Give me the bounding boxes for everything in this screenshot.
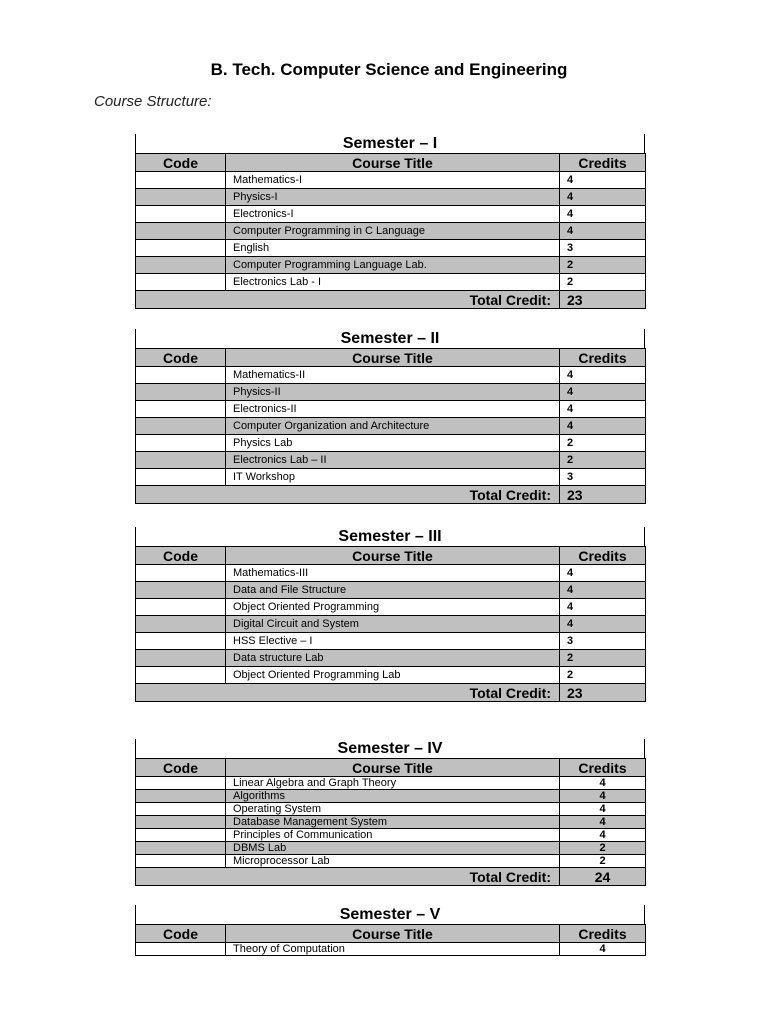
course-code <box>136 469 226 486</box>
course-title: Computer Organization and Architecture <box>226 418 560 435</box>
course-title-header: Course Title <box>226 349 560 367</box>
document-title: B. Tech. Computer Science and Engineering <box>210 60 568 79</box>
course-title: Digital Circuit and System <box>226 616 560 633</box>
table-header-row <box>136 547 646 565</box>
course-credits: 2 <box>560 435 646 452</box>
course-code <box>136 274 226 291</box>
credits-header: Credits <box>560 925 646 943</box>
course-code <box>136 855 226 868</box>
course-title: HSS Elective – I <box>226 633 560 650</box>
table-row <box>136 943 646 956</box>
course-credits: 2 <box>560 274 646 291</box>
semester-3-table <box>135 527 645 702</box>
course-title: Computer Programming in C Language <box>226 223 560 240</box>
course-code <box>136 418 226 435</box>
course-code <box>136 223 226 240</box>
course-code <box>136 367 226 384</box>
table-row <box>136 223 646 240</box>
course-credits: 4 <box>560 223 646 240</box>
course-title: Electronics-II <box>226 401 560 418</box>
course-title: Microprocessor Lab <box>226 855 560 868</box>
course-title-header: Course Title <box>226 547 560 565</box>
course-credits: 4 <box>560 384 646 401</box>
table-header-row <box>136 349 646 367</box>
course-code <box>136 452 226 469</box>
table-header-row <box>136 154 646 172</box>
course-credits: 4 <box>560 206 646 223</box>
table-row <box>136 855 646 868</box>
table-row <box>136 452 646 469</box>
table-row <box>136 667 646 684</box>
course-credits: 4 <box>560 803 646 816</box>
table-header-row <box>136 925 646 943</box>
semester-title: Semester – II <box>135 329 645 348</box>
semester-title: Semester – III <box>135 527 645 546</box>
course-title: Linear Algebra and Graph Theory <box>226 777 560 790</box>
course-title: Data structure Lab <box>226 650 560 667</box>
course-title: Theory of Computation <box>226 943 560 956</box>
credits-header: Credits <box>560 547 646 565</box>
table-row <box>136 469 646 486</box>
total-row <box>136 291 646 309</box>
course-credits: 4 <box>560 777 646 790</box>
course-code <box>136 435 226 452</box>
course-title: Object Oriented Programming Lab <box>226 667 560 684</box>
total-credit-label: Total Credit: <box>136 486 560 504</box>
credits-header: Credits <box>560 154 646 172</box>
course-code <box>136 790 226 803</box>
course-code <box>136 803 226 816</box>
course-code <box>136 582 226 599</box>
semester-title: Semester – V <box>135 905 645 924</box>
course-code <box>136 206 226 223</box>
course-code <box>136 650 226 667</box>
course-credits: 4 <box>560 565 646 582</box>
table-row <box>136 206 646 223</box>
table-row <box>136 172 646 189</box>
course-code <box>136 943 226 956</box>
table-row <box>136 803 646 816</box>
course-title: Mathematics-I <box>226 172 560 189</box>
course-title: Algorithms <box>226 790 560 803</box>
course-code <box>136 599 226 616</box>
course-title: DBMS Lab <box>226 842 560 855</box>
table-row <box>136 418 646 435</box>
course-code <box>136 257 226 274</box>
total-credit-label: Total Credit: <box>136 684 560 702</box>
table-row <box>136 401 646 418</box>
table-row <box>136 565 646 582</box>
table-row <box>136 435 646 452</box>
course-title: English <box>226 240 560 257</box>
course-credits: 4 <box>560 599 646 616</box>
course-code <box>136 842 226 855</box>
table-row <box>136 616 646 633</box>
course-title-header: Course Title <box>226 925 560 943</box>
course-title: Data and File Structure <box>226 582 560 599</box>
course-code <box>136 616 226 633</box>
table-row <box>136 384 646 401</box>
course-title: Mathematics-II <box>226 367 560 384</box>
course-credits: 4 <box>560 172 646 189</box>
table-row <box>136 777 646 790</box>
course-title-header: Course Title <box>226 759 560 777</box>
course-code <box>136 189 226 206</box>
course-title: Database Management System <box>226 816 560 829</box>
course-title: Object Oriented Programming <box>226 599 560 616</box>
course-code <box>136 816 226 829</box>
course-title: Electronics Lab - I <box>226 274 560 291</box>
course-title: IT Workshop <box>226 469 560 486</box>
table-row <box>136 829 646 842</box>
course-title: Electronics-I <box>226 206 560 223</box>
total-credit-value: 23 <box>560 486 646 504</box>
credits-header: Credits <box>560 349 646 367</box>
course-credits: 4 <box>560 790 646 803</box>
table-row <box>136 240 646 257</box>
table-row <box>136 650 646 667</box>
course-title: Principles of Communication <box>226 829 560 842</box>
course-code <box>136 565 226 582</box>
table-row <box>136 633 646 650</box>
course-credits: 4 <box>560 418 646 435</box>
course-code <box>136 667 226 684</box>
total-credit-value: 24 <box>560 868 646 886</box>
total-row <box>136 684 646 702</box>
course-credits: 4 <box>560 829 646 842</box>
code-header: Code <box>136 154 226 172</box>
credits-header: Credits <box>560 759 646 777</box>
course-code <box>136 240 226 257</box>
course-credits: 4 <box>560 943 646 956</box>
table-row <box>136 367 646 384</box>
course-credits: 3 <box>560 240 646 257</box>
semester-2-table <box>135 329 645 504</box>
course-credits: 3 <box>560 633 646 650</box>
table-row <box>136 189 646 206</box>
course-title: Electronics Lab – II <box>226 452 560 469</box>
course-title: Mathematics-III <box>226 565 560 582</box>
course-title: Physics-II <box>226 384 560 401</box>
course-credits: 4 <box>560 189 646 206</box>
table-row <box>136 599 646 616</box>
semester-title: Semester – I <box>135 134 645 153</box>
course-code <box>136 172 226 189</box>
course-credits: 2 <box>560 650 646 667</box>
course-credits: 2 <box>560 257 646 274</box>
code-header: Code <box>136 547 226 565</box>
course-credits: 2 <box>560 452 646 469</box>
course-code <box>136 633 226 650</box>
course-title: Physics-I <box>226 189 560 206</box>
semester-1-table <box>135 134 645 309</box>
code-header: Code <box>136 349 226 367</box>
table-header-row <box>136 759 646 777</box>
document-subtitle: Course Structure: <box>94 93 212 110</box>
table-row <box>136 274 646 291</box>
total-row <box>136 868 646 886</box>
total-credit-value: 23 <box>560 684 646 702</box>
course-code <box>136 777 226 790</box>
code-header: Code <box>136 759 226 777</box>
course-credits: 2 <box>560 855 646 868</box>
course-title: Computer Programming Language Lab. <box>226 257 560 274</box>
total-credit-value: 23 <box>560 291 646 309</box>
course-title: Operating System <box>226 803 560 816</box>
table-row <box>136 582 646 599</box>
table-row <box>136 816 646 829</box>
course-credits: 4 <box>560 582 646 599</box>
course-credits: 4 <box>560 816 646 829</box>
course-credits: 2 <box>560 667 646 684</box>
course-credits: 4 <box>560 367 646 384</box>
semester-4-table <box>135 739 645 886</box>
semester-5-table <box>135 905 645 956</box>
total-row <box>136 486 646 504</box>
total-credit-label: Total Credit: <box>136 291 560 309</box>
course-code <box>136 401 226 418</box>
course-credits: 3 <box>560 469 646 486</box>
course-credits: 4 <box>560 616 646 633</box>
course-code <box>136 384 226 401</box>
table-row <box>136 257 646 274</box>
table-row <box>136 842 646 855</box>
code-header: Code <box>136 925 226 943</box>
table-row <box>136 790 646 803</box>
course-title-header: Course Title <box>226 154 560 172</box>
semester-title: Semester – IV <box>135 739 645 758</box>
course-credits: 2 <box>560 842 646 855</box>
course-credits: 4 <box>560 401 646 418</box>
total-credit-label: Total Credit: <box>136 868 560 886</box>
course-title: Physics Lab <box>226 435 560 452</box>
course-code <box>136 829 226 842</box>
